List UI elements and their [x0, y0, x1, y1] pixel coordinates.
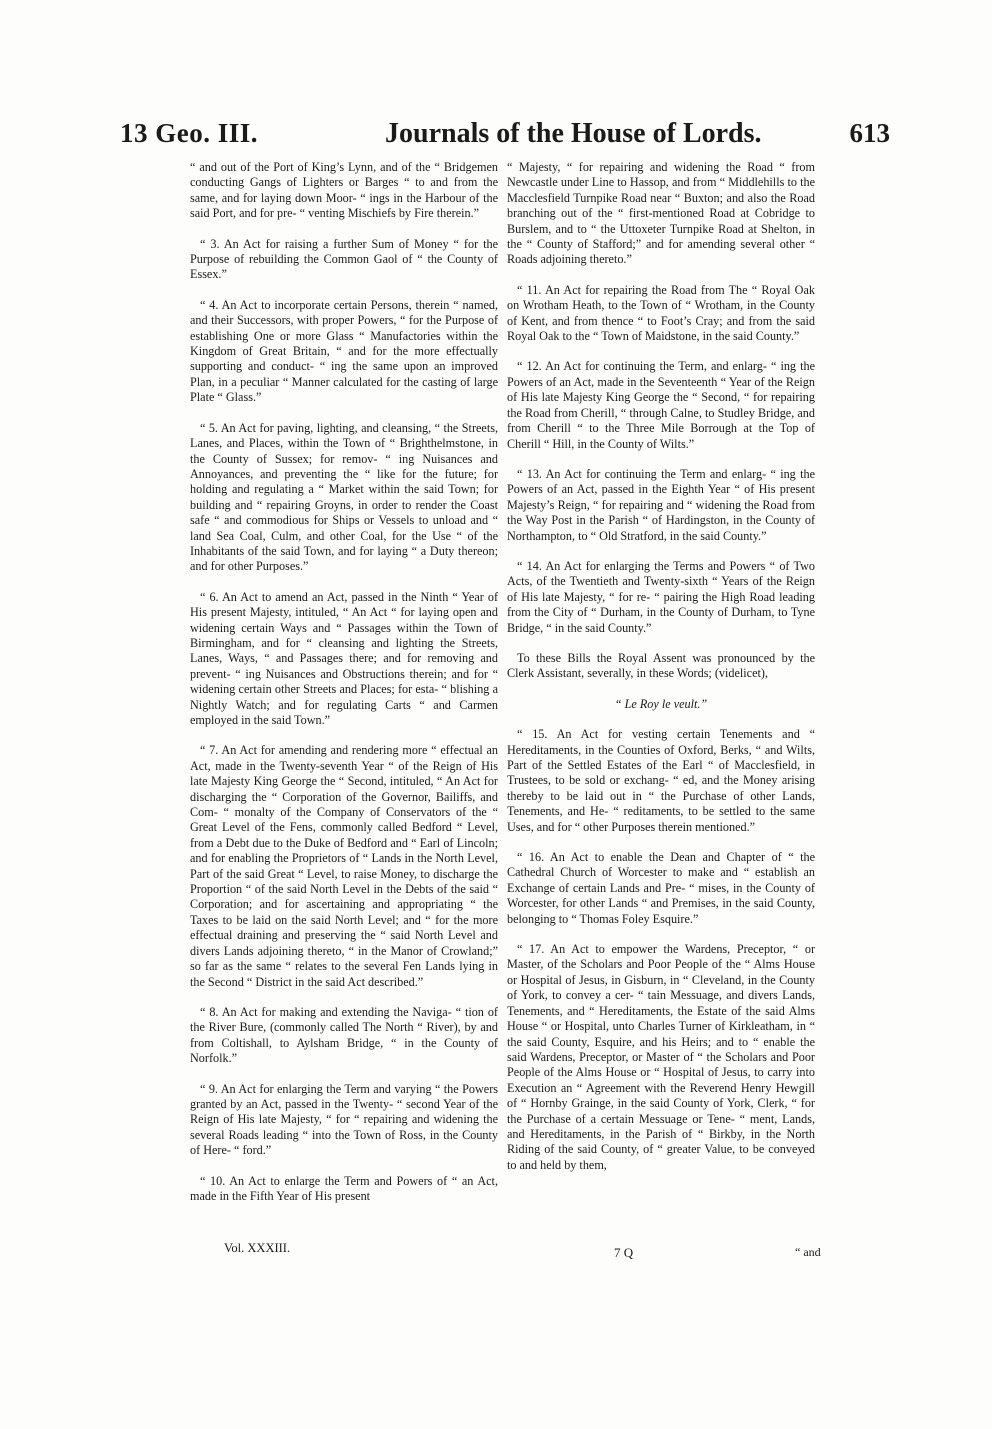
paragraph: “ 13. An Act for continuing the Term and enlarg- “ ing the Powers of an Act, passed in the Eighth Year “ of His present Majesty’s Reign, “ for repairing and “ widening the Road from the Way Post in the Parish “ of Hardingston, in the County of Northampton, to “ Old Stratford, in the said County.” [507, 466, 815, 543]
page-number: 613 [849, 118, 890, 148]
catchword: “ and [795, 1245, 821, 1259]
paragraph: “ 16. An Act to enable the Dean and Chapter of “ the Cathedral Church of Worcester to make and “ establish an Exchange of certain Lands and Pre- “ mises, in the County of Worcester, for other Lands “ and Premises, in the said County, belonging to “ Thomas Foley Esquire.” [507, 850, 815, 926]
paragraph: “ 9. An Act for enlarging the Term and varying “ the Powers granted by an Act, passed in the Twenty- “ second Year of the Reign of His late Majesty, “ for “ repairing and widening the several Roads leading “ into the Town of Ross, in the County of Here- “ ford.” [190, 1081, 498, 1158]
signature-mark: 7 Q [614, 1245, 634, 1260]
paragraph: “ 8. An Act for making and extending the Naviga- “ tion of the River Bure, (commonly called The North “ River), by and from Coltishall, to Aylsham Bridge, “ in the County of Norfolk.” [190, 1004, 498, 1066]
paragraph: “ 15. An Act for vesting certain Tenements and “ Hereditaments, in the Counties of Oxford, Berks, “ and Wilts, Part of the Settled Estates of the Earl “ of Macclesfield, in Trustees, to be sold or exchang- “ ed, and the Money arising thereby to be laid out in “ the Purchase of other Lands, Tenements, and He- “ reditaments, to be settled to the same Uses, and for “ other Purposes therein mentioned.” [507, 727, 815, 834]
paragraph: “ 6. An Act to amend an Act, passed in the Ninth “ Year of His present Majesty, intituled, “ An Act “ for laying open and widening certain Ways and “ Passages within the Town of Birmingham, and for “ cleansing and lighting the Streets, Lanes, Ways, “ and Passages there; and for removing and prevent- “ ing Nuisances and Obstructions therein; and for “ widening certain other Streets and Places; for esta- “ blishing a Nightly Watch; and for regulating Carts “ and Carmen employed in the said Town.” [190, 589, 498, 727]
paragraph: “ Majesty, “ for repairing and widening the Road “ from Newcastle under Line to Hassop, and from “ Middlehills to the Macclesfield Turnpike Road near “ Buxton; and also the Road branching out of the “ first-mentioned Road at Cobridge to Burslem, and to “ the Uttoxeter Turnpike Road at Shelton, in the “ County of Stafford;” and for amending several other “ Roads adjoining thereto.” [507, 160, 815, 267]
paragraph: “ 3. An Act for raising a further Sum of Money “ for the Purpose of rebuilding the Common Gaol of “ the County of Essex.” [190, 236, 498, 282]
paragraph: “ 7. An Act for amending and rendering more “ effectual an Act, made in the Twenty-seventh Year “ of the Reign of His late Majesty King George the “ Second, intituled, “ An Act for discharging the “ Corporation of the Governor, Bailiffs, and Com- “ monalty of the Company of Conservators of the “ Great Level of the Fens, commonly called Bedford “ Level, from a Debt due to the Duke of Bedford and “ Earl of Lincoln; and for enabling the Proprietors of “ Lands in the North Level, Part of the said Great “ Level, to raise Money, to discharge the Proportion “ of the said North Level in the Debts of the said “ Corporation; and for ascertaining and appropriating “ the Taxes to be laid on the said North Level; and “ for the more effectual draining and preserving the “ said North Level and divers Lands adjoining thereto, “ in the Manor of Crowland;” so far as the same “ relates to the several Fen Lands lying in the Second “ District in the said Act described.” [190, 743, 498, 989]
page-header [120, 118, 890, 158]
paragraph: “ 4. An Act to incorporate certain Persons, therein “ named, and their Successors, with proper Powers, “ for the Purpose of establishing One or more Glass “ Manufactories within the Kingdom of Great Britain, “ and for the more effectually supporting and conduct- “ ing the same upon an improved Plan, in a peculiar “ Manner calculated for the casting of large Plate “ Glass.” [190, 297, 498, 405]
paragraph: “ 14. An Act for enlarging the Terms and Powers “ of Two Acts, of the Twentieth and Twenty-sixth “ Years of the Reign of His late Majesty, “ for re- “ pairing the High Road leading from the City of “ Durham, in the County of Durham, to Tyne Bridge, “ in the said County.” [507, 558, 815, 635]
royal-assent-formula: “ Le Roy le veult.” [614, 696, 708, 711]
paragraph: “ 17. An Act to empower the Wardens, Preceptor, “ or Master, of the Scholars and Poor People of the “ Alms House or Hospital of Jesus, in Gisburn, in “ Cleveland, in the County of York, to convey a cer- “ tain Messuage, and divers Lands, Tenements, and “ Hereditaments, the Estate of the said Alms House “ or Hospital, unto Charles Turner of Kirkleatham, in “ the said County, Esquire, and his Heirs; and to “ enable the said Wardens, Preceptor, or Master of “ the Scholars and Poor People of the Alms House or “ Hospital of Jesus, to carry into Execution an “ Agreement with the Reverend Henry Hewgill of “ Hornby Grainge, in the said County of York, Clerk, “ for the Purchase of a certain Messuage or Tene- “ ment, Lands, and Hereditaments, in the Parish of “ Birkby, in the North Riding of the said County, of “ greater Value, to be conveyed to and held by them, [507, 942, 815, 1172]
right-column [507, 160, 815, 1188]
royal-assent-note: To these Bills the Royal Assent was pronounced by the Clerk Assistant, severally, in these Words; (videlicet), [507, 650, 815, 681]
paragraph: “ and out of the Port of King’s Lynn, and of the “ Bridgemen conducting Gangs of Lighters or Barges “ to and from the same, and for laying down Moor- “ ings in the Harbour of the said Port, and for pre- “ venting Mischiefs by Fire therein.” [190, 160, 498, 221]
paragraph: “ 11. An Act for repairing the Road from The “ Royal Oak on Wrotham Heath, to the Town of “ Wrotham, in the County of Kent, and from thence “ to Foot’s Cray; and from the said Royal Oak to the “ Town of Maidstone, in the said County.” [507, 282, 815, 344]
paragraph: “ 10. An Act to enlarge the Term and Powers of “ an Act, made in the Fifth Year of His present [190, 1173, 498, 1203]
running-title: Journals of the House of Lords. [385, 118, 762, 149]
regnal-year: 13 Geo. III. [120, 118, 259, 148]
paragraph: “ 12. An Act for continuing the Term, and enlarg- “ ing the Powers of an Act, made in the Seventeenth “ Year of the Reign of His late Majesty King George the “ Second, “ for repairing the Road from Cherill, “ through Calne, to Studley Bridge, and from Cherill “ to the Three Mile Borrough at the Top of Cherill “ Hill, in the County of Wilts.” [507, 359, 815, 451]
volume-label: Vol. XXXIII. [224, 1241, 291, 1255]
paragraph: “ 5. An Act for paving, lighting, and cleansing, “ the Streets, Lanes, and Places, within the Town of “ Brighthelmstone, in the County of Sussex; for remov- “ ing Nuisances and Annoyances, and preventing the “ like for the future; for holding and regulating a “ Market within the said Town; for building and “ repairing Groyns, in order to render the Coast safe “ and commodious for Ships or Vessels to unload and “ land Sea Coal, Culm, and other Coal, for the Use “ of the Inhabitants of the said Town, and for laying “ a Duty thereon; and for other Purposes.” [190, 420, 498, 574]
left-column [190, 160, 498, 1219]
